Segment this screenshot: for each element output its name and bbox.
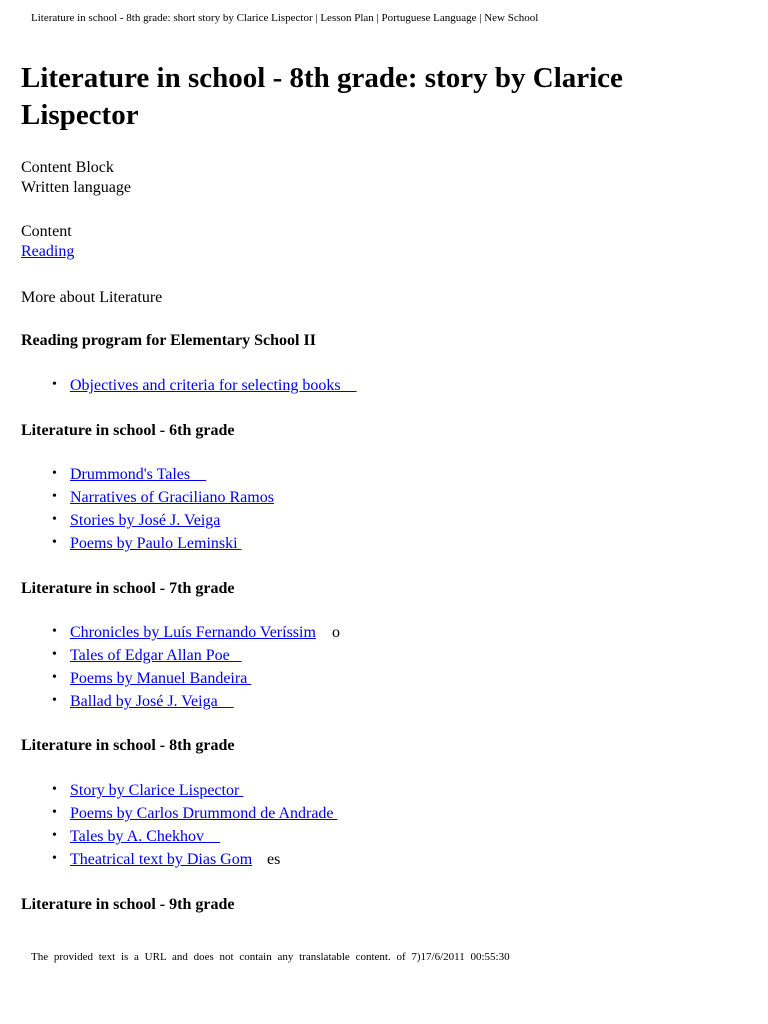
graciliano-ramos-link[interactable]: Narratives of Graciliano Ramos [70, 489, 274, 506]
bullet-icon: • [52, 624, 57, 639]
bullet-icon: • [52, 535, 57, 550]
section-heading: Literature in school - 9th grade [21, 896, 235, 913]
section-heading: Literature in school - 7th grade [21, 580, 235, 597]
dias-gomes-link[interactable]: Theatrical text by Dias Gom [70, 851, 253, 868]
section-heading: Literature in school - 8th grade [21, 737, 235, 754]
verissimo-link[interactable]: Chronicles by Luís Fernando Veríssim [70, 624, 316, 641]
bullet-icon: • [52, 828, 57, 843]
bullet-icon: • [52, 512, 57, 527]
link-tail-text: es [267, 851, 281, 868]
edgar-allan-poe-link[interactable]: Tales of Edgar Allan Poe [70, 647, 242, 664]
section-heading: Literature in school - 6th grade [21, 422, 235, 439]
bullet-icon: • [52, 489, 57, 504]
bullet-icon: • [52, 805, 57, 820]
link-tail-text: o [332, 624, 340, 641]
carlos-drummond-link[interactable]: Poems by Carlos Drummond de Andrade [70, 805, 338, 822]
page-title: Literature in school - 8th grade: story by Clarice Lispector [21, 62, 623, 131]
drummond-tales-link[interactable]: Drummond's Tales [70, 466, 207, 483]
content-block-label: Content Block [21, 159, 114, 176]
content-link-row [21, 242, 74, 262]
header-line: Literature in school - 8th grade: short story by Clarice Lispector | Lesson Plan | Portuguese Language | New School [31, 12, 539, 24]
reading-link[interactable]: Reading [21, 243, 75, 260]
section-heading: Reading program for Elementary School II [21, 332, 316, 349]
objectives-link[interactable]: Objectives and criteria for selecting books [70, 377, 357, 394]
content-block-value: Written language [21, 179, 131, 196]
bullet-icon: • [52, 647, 57, 662]
bullet-icon: • [52, 693, 57, 708]
bullet-icon: • [52, 377, 57, 392]
paulo-leminski-link[interactable]: Poems by Paulo Leminski [70, 535, 242, 552]
chekhov-link[interactable]: Tales by A. Chekhov [70, 828, 220, 845]
bullet-icon: • [52, 851, 57, 866]
footer-line: The provided text is a URL and does not contain any translatable content. of 7)17/6/2011 00:55:30 [31, 951, 510, 963]
manuel-bandeira-link[interactable]: Poems by Manuel Bandeira [70, 670, 252, 687]
jose-veiga-stories-link[interactable]: Stories by José J. Veiga [70, 512, 221, 529]
bullet-icon: • [52, 466, 57, 481]
content-label: Content [21, 223, 72, 240]
bullet-icon: • [52, 670, 57, 685]
clarice-lispector-link[interactable]: Story by Clarice Lispector [70, 782, 244, 799]
bullet-icon: • [52, 782, 57, 797]
jose-veiga-ballad-link[interactable]: Ballad by José J. Veiga [70, 693, 234, 710]
more-about-label: More about Literature [21, 289, 163, 306]
